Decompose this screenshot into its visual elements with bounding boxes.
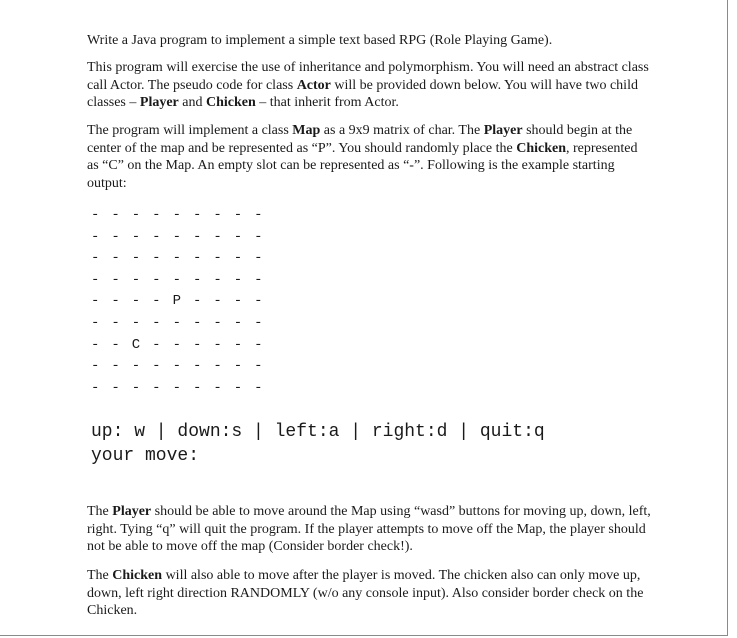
- map-cell-empty: -: [172, 207, 181, 223]
- map-cell-empty: -: [254, 293, 263, 310]
- bold-actor: Actor: [296, 77, 331, 93]
- map-cell-empty: -: [172, 271, 181, 288]
- map-cell-empty: -: [192, 228, 202, 245]
- map-cell-empty: -: [213, 250, 222, 267]
- map-cell-empty: -: [213, 293, 222, 310]
- map-cell-empty: -: [152, 250, 161, 267]
- map-cell-empty: -: [233, 271, 243, 288]
- intro-paragraph: Write a Java program to implement a simple text based RPG (Role Playing Game).: [87, 33, 553, 48]
- map-cell-empty: -: [152, 293, 161, 310]
- map-cell-empty: -: [213, 358, 222, 375]
- map-cell-empty: -: [192, 314, 202, 331]
- map-cell-empty: -: [131, 228, 141, 245]
- text-run: and: [178, 95, 206, 111]
- map-cell-empty: -: [233, 358, 243, 375]
- map-cell-empty: -: [254, 207, 263, 223]
- text-run: should begin at the center of the map and be represented as “P”. You should randomly place the: [87, 123, 633, 156]
- map-cell-empty: -: [152, 336, 161, 353]
- bold-player: Player: [139, 95, 179, 111]
- map-cell-empty: -: [192, 207, 202, 223]
- bold-chicken: Chicken: [516, 140, 566, 156]
- map-cell-empty: -: [192, 358, 202, 375]
- map-cell-empty: -: [91, 293, 100, 310]
- map-cell-empty: -: [131, 207, 141, 223]
- map-row: [91, 227, 275, 249]
- map-cell-empty: -: [233, 207, 243, 223]
- map-cell-empty: -: [254, 336, 263, 353]
- map-cell-empty: -: [254, 358, 263, 375]
- text-run: will be provided down below. You will have two child classes –: [87, 77, 638, 111]
- map-cell-empty: -: [91, 271, 100, 288]
- map-cell-empty: -: [91, 314, 100, 331]
- map-cell-empty: -: [111, 358, 120, 375]
- map-cell-empty: -: [172, 379, 181, 396]
- map-row: [91, 313, 275, 335]
- console-prompt-line: your move:: [91, 446, 200, 466]
- map-cell-empty: -: [131, 250, 141, 267]
- map-row: [91, 378, 275, 400]
- bold-player: Player: [483, 123, 523, 138]
- map-cell-empty: -: [111, 379, 120, 396]
- bold-map: Map: [292, 123, 321, 138]
- map-cell-empty: -: [254, 379, 263, 396]
- map-cell-empty: -: [192, 293, 202, 310]
- map-row: [91, 248, 275, 270]
- map-cell-empty: -: [233, 250, 243, 267]
- map-cell-empty: -: [172, 250, 181, 267]
- text-run: The: [87, 568, 113, 583]
- map-row: [91, 356, 275, 378]
- console-controls-line: up: w | down:s | left:a | right:d | quit:q: [91, 422, 545, 442]
- map-cell-empty: -: [111, 314, 120, 331]
- map-cell-empty: -: [111, 207, 120, 223]
- text-run: This program will exercise the use of inheritance and polymorphism. You will need an abstract class call Actor. The pseudo code for class: [87, 60, 649, 93]
- map-row: [91, 291, 275, 313]
- bold-chicken: Chicken: [112, 568, 163, 583]
- map-cell-empty: -: [111, 336, 120, 353]
- text-run: The: [87, 504, 113, 519]
- map-cell-empty: -: [233, 314, 243, 331]
- map-cell-empty: -: [152, 379, 161, 396]
- map-cell-empty: -: [233, 336, 243, 353]
- map-cell-empty: -: [91, 207, 100, 223]
- map-cell-chicken: C: [131, 336, 141, 353]
- map-cell-empty: -: [111, 228, 120, 245]
- map-cell-empty: -: [91, 250, 100, 267]
- text-run: should be able to move around the Map using “wasd” buttons for moving up, down, left, right. Tying “q” will quit the program. If the player attempts to move off the Map, the player should not be able to move off the map (Consider border check!).: [87, 504, 651, 555]
- map-cell-empty: -: [213, 271, 222, 288]
- map-cell-empty: -: [131, 379, 141, 396]
- text-run: , represented as “C” on the Map. An empty slot can be represented as “-”. Following is the example starting output:: [87, 140, 638, 191]
- map-cell-empty: -: [111, 271, 120, 288]
- map-cell-empty: -: [213, 314, 222, 331]
- map-cell-empty: -: [254, 228, 263, 245]
- map-cell-empty: -: [254, 250, 263, 267]
- map-cell-empty: -: [152, 271, 161, 288]
- map-cell-empty: -: [152, 358, 161, 375]
- map-cell-empty: -: [233, 379, 243, 396]
- map-cell-empty: -: [111, 293, 120, 310]
- map-cell-empty: -: [172, 336, 181, 353]
- map-cell-player: P: [172, 293, 181, 310]
- map-cell-empty: -: [254, 314, 263, 331]
- map-cell-empty: -: [131, 314, 141, 331]
- text-run: will also able to move after the player is moved. The chicken also can only move up, down, left right direction RANDOMLY (w/o any console input). Also consider border check on the Chicken.: [87, 568, 644, 619]
- map-cell-empty: -: [213, 336, 222, 353]
- map-cell-empty: -: [91, 379, 100, 396]
- map-cell-empty: -: [111, 250, 120, 267]
- console-output: [91, 420, 545, 468]
- map-cell-empty: -: [131, 271, 141, 288]
- map-cell-empty: -: [91, 358, 100, 375]
- map-cell-empty: -: [172, 314, 181, 331]
- map-cell-empty: -: [213, 379, 222, 396]
- bold-chicken: Chicken: [205, 95, 256, 111]
- text-run: – that inherit from Actor.: [255, 95, 399, 111]
- map-cell-empty: -: [131, 358, 141, 375]
- map-cell-empty: -: [91, 336, 100, 353]
- map-paragraph: [87, 122, 652, 192]
- map-cell-empty: -: [152, 207, 161, 223]
- map-cell-empty: -: [131, 293, 141, 310]
- map-cell-empty: -: [192, 271, 202, 288]
- map-grid: [91, 205, 275, 399]
- map-cell-empty: -: [172, 358, 181, 375]
- map-cell-empty: -: [213, 228, 222, 245]
- map-cell-empty: -: [233, 293, 243, 310]
- text-run: as a 9x9 matrix of char. The: [320, 123, 484, 138]
- map-row: [91, 205, 275, 227]
- map-row: [91, 270, 275, 292]
- map-cell-empty: -: [213, 207, 222, 223]
- text-run: The program will implement a class: [87, 123, 293, 138]
- player-movement-paragraph: [87, 503, 652, 556]
- map-row: [91, 335, 275, 357]
- map-cell-empty: -: [192, 379, 202, 396]
- map-cell-empty: -: [91, 228, 100, 245]
- inheritance-paragraph: [87, 59, 652, 112]
- map-cell-empty: -: [254, 271, 263, 288]
- bold-player: Player: [112, 504, 152, 519]
- map-cell-empty: -: [172, 228, 181, 245]
- map-cell-empty: -: [152, 228, 161, 245]
- map-cell-empty: -: [192, 336, 202, 353]
- chicken-movement-paragraph: [87, 567, 652, 620]
- map-cell-empty: -: [152, 314, 161, 331]
- map-cell-empty: -: [192, 250, 202, 267]
- map-cell-empty: -: [233, 228, 243, 245]
